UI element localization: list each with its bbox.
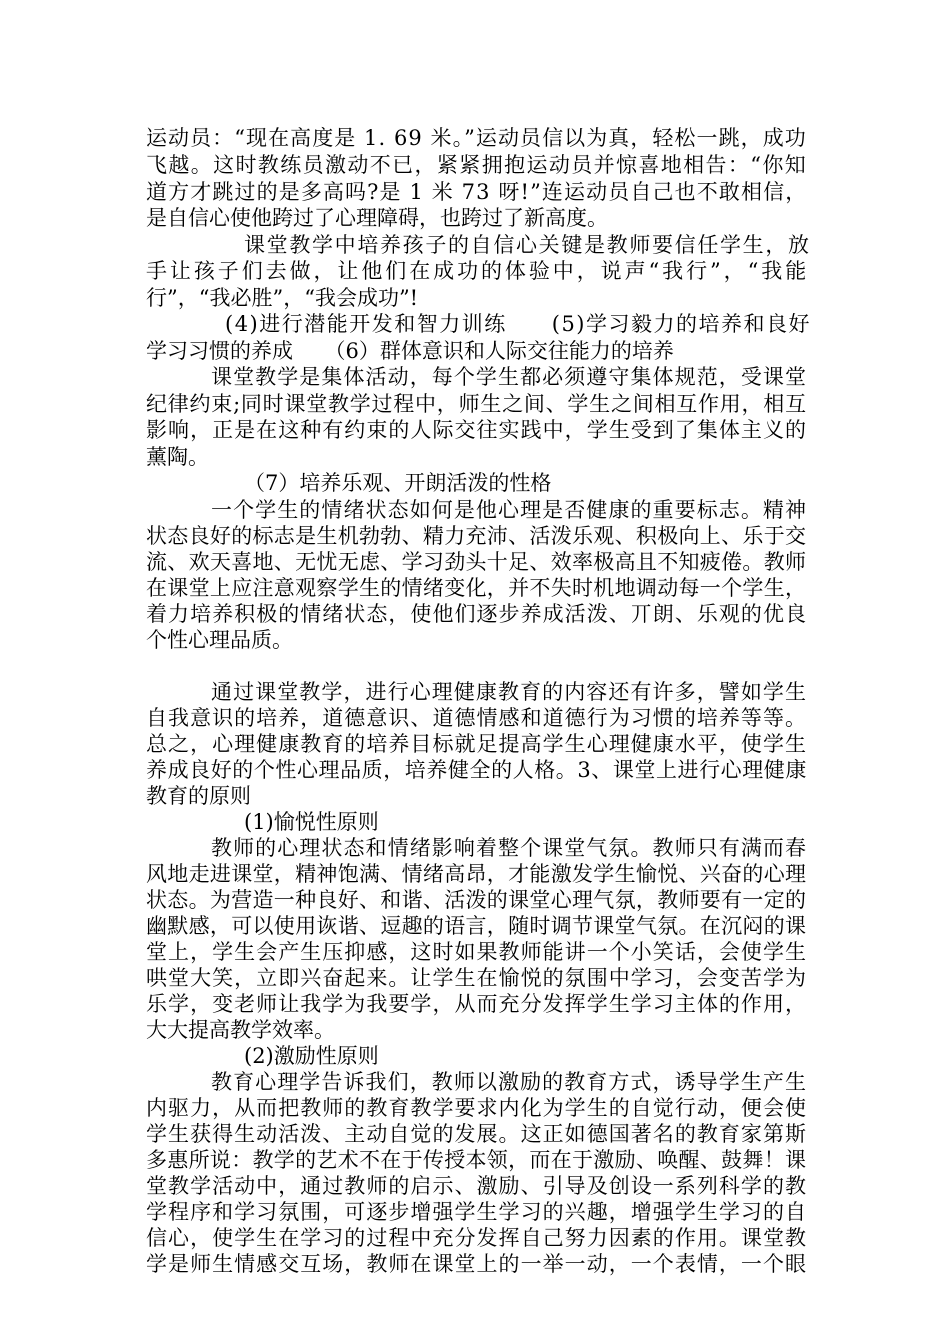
text-line: 道方才跳过的是多高吗?是 1 米 73 呀!”连运动员自己也不敢相信， xyxy=(146,180,808,204)
text-line: 课堂教学中培养孩子的自信心关键是教师要信任学生，放 xyxy=(244,233,811,257)
text-line: 学生获得生动活泼、主动自觉的发展。这正如德国著名的教育家第斯 xyxy=(146,1122,808,1146)
text-line: 一个学生的情绪状态如何是他心理是否健康的重要标志。精神 xyxy=(211,498,808,522)
text-line: 大大提高教学效率。 xyxy=(146,1018,335,1042)
text-line: 风地走进课堂，精神饱满、情绪高昂，才能激发学生愉悦、兴奋的心理 xyxy=(146,862,807,886)
text-line: （7）培养乐观、开朗活泼的性格 xyxy=(244,471,552,495)
text-line: 是自信心使他跨过了心理障碍，也跨过了新高度。 xyxy=(146,206,608,230)
text-line: 多惠所说：教学的艺术不在于传授本领，而在于激励、唤醒、鼓舞！课 xyxy=(146,1148,807,1172)
text-line: 个性心理品质。 xyxy=(146,628,293,652)
text-line: 信心，使学生在学习的过程中充分发挥自己努力因素的作用。课堂教 xyxy=(146,1226,808,1250)
text-line: (4)进行潜能开发和智力训练 (5)学习毅力的培养和良好 xyxy=(225,312,811,336)
text-line: 教育心理学告诉我们，教师以激励的教育方式，诱导学生产生 xyxy=(211,1070,808,1094)
text-line: 教师的心理状态和情绪影响着整个课堂气氛。教师只有满而春 xyxy=(211,836,808,860)
text-line: 堂上，学生会产生压抑感，这时如果教师能讲一个小笑话，会使学生 xyxy=(146,940,808,964)
text-line: 着力培养积极的情绪状态，使他们逐步养成活泼、丌朗、乐观的优良 xyxy=(146,602,808,626)
text-line: 课堂教学是集体活动，每个学生都必须遵守集体规范，受课堂 xyxy=(211,365,808,389)
text-line: 教育的原则 xyxy=(146,784,251,808)
text-line: 在课堂上应注意观察学生的情绪变化，并不失时机地调动每一个学生， xyxy=(146,576,807,600)
text-line: 总之，心理健康教育的培养目标就足提高学生心理健康水平，使学生 xyxy=(146,732,808,756)
text-line: 飞越。这时教练员激动不已，紧紧拥抱运动员并惊喜地相告：“你知 xyxy=(146,153,808,177)
text-line: 状态良好的标志是生机勃勃、精力充沛、活泼乐观、积极向上、乐于交 xyxy=(146,524,807,548)
text-line: 学是师生情感交互场，教师在课堂上的一举一动，一个表情，一个眼 xyxy=(146,1252,808,1276)
text-line: 养成良好的个性心理品质，培养健全的人格。3、课堂上进行心理健康 xyxy=(146,758,807,782)
text-line: 纪律约束;同时课堂教学过程中，师生之间、学生之间相互作用，相互 xyxy=(146,392,807,416)
text-line: 手让孩子们去做，让他们在成功的体验中，说声“我行”，“我能 xyxy=(146,259,810,283)
text-line: 状态。为营造一种良好、和谐、活泼的课堂心理气氛，教师要有一定的 xyxy=(146,888,807,912)
text-line: 流、欢天喜地、无忧无虑、学习劲头十足、效率极高且不知疲倦。教师 xyxy=(146,550,807,574)
text-line: (1)愉悦性原则 xyxy=(244,810,379,834)
text-line: 学习习惯的养成 （6）群体意识和人际交往能力的培养 xyxy=(146,339,674,363)
text-line: 幽默感，可以使用诙谐、逗趣的语言，随时调节课堂气氛。在沉闷的课 xyxy=(146,914,807,938)
text-line: 运动员：“现在高度是 1. 69 米。”运动员信以为真，轻松一跳，成功 xyxy=(146,126,807,150)
text-line: 薰陶。 xyxy=(146,445,209,469)
text-line: 自我意识的培养，道德意识、道德情感和道德行为习惯的培养等等。 xyxy=(146,706,808,730)
text-line: 乐学，变老师让我学为我要学，从而充分发挥学生学习主体的作用， xyxy=(146,992,808,1016)
text-line: 影响，正是在这种有约束的人际交往实践中，学生受到了集体主义的 xyxy=(146,418,808,442)
text-line: (2)激励性原则 xyxy=(244,1044,379,1068)
text-line: 学程序和学习氛围，可逐步增强学生学习的兴趣，增强学生学习的自 xyxy=(146,1200,808,1224)
text-line: 哄堂大笑，立即兴奋起来。让学生在愉悦的氛围中学习，会变苦学为 xyxy=(146,966,808,990)
text-line: 内驱力，从而把教师的教育教学要求内化为学生的自觉行动，便会使 xyxy=(146,1096,808,1120)
text-line: 堂教学活动中，通过教师的启示、激励、引导及创设一系列科学的教 xyxy=(146,1174,808,1198)
text-line: 行”，“我必胜”，“我会成功”! xyxy=(146,286,419,310)
text-line: 通过课堂教学，进行心理健康教育的内容还有许多，譬如学生 xyxy=(211,680,808,704)
